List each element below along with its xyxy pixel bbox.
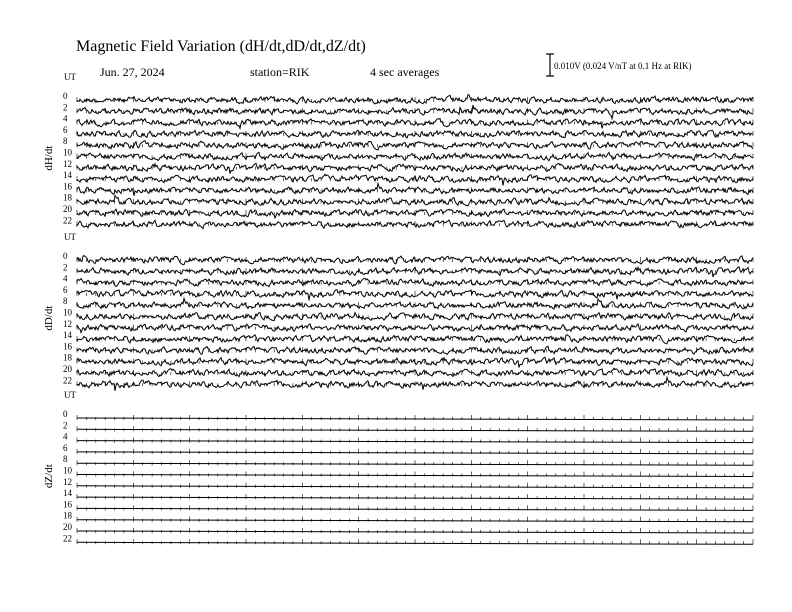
hour-label: 4 (63, 113, 68, 124)
hour-label: 16 (63, 341, 72, 352)
hour-label: 22 (63, 215, 72, 226)
hour-label: 6 (63, 124, 68, 135)
trace-line (77, 377, 753, 390)
hour-label: 0 (63, 251, 68, 261)
scale-label: 0.010V (0.024 V/nT at 0.1 Hz at RIK) (554, 61, 692, 71)
hour-label: 8 (63, 296, 68, 307)
hour-label: 12 (63, 476, 72, 487)
ut-label: UT (64, 232, 76, 242)
hour-label: 14 (63, 330, 72, 341)
hour-label: 14 (63, 170, 72, 181)
hour-label: 18 (63, 352, 72, 363)
averaging-label: 4 sec averages (370, 65, 440, 79)
hour-label: 18 (63, 192, 72, 203)
hour-label: 10 (63, 465, 72, 476)
date-label: Jun. 27, 2024 (100, 65, 165, 79)
y-axis-label: dH/dt (43, 145, 55, 171)
hour-label: 8 (63, 454, 68, 465)
ut-label: UT (64, 390, 76, 400)
trace-line (77, 141, 753, 150)
station-label: station=RIK (250, 65, 310, 79)
hour-label: 4 (63, 431, 68, 442)
hour-label: 0 (63, 409, 68, 419)
hour-label: 12 (63, 158, 72, 169)
trace-line (77, 105, 753, 119)
hour-label: 10 (63, 307, 72, 318)
y-axis-label: dD/dt (43, 305, 55, 331)
hour-label: 22 (63, 533, 72, 544)
hour-label: 6 (63, 442, 68, 453)
panel-dH-dt (43, 72, 753, 229)
hour-label: 0 (63, 91, 68, 101)
hour-label: 8 (63, 136, 68, 147)
hour-label: 22 (63, 375, 72, 386)
hour-label: 16 (63, 499, 72, 510)
ut-label: UT (64, 72, 76, 82)
hour-label: 2 (63, 262, 68, 273)
hour-label: 20 (63, 522, 72, 532)
hour-label: 12 (63, 318, 72, 329)
hour-label: 18 (63, 510, 72, 521)
scale-bar (546, 54, 554, 76)
hour-label: 10 (63, 147, 72, 158)
hour-label: 20 (63, 204, 72, 214)
hour-label: 2 (63, 102, 68, 113)
y-axis-label: dZ/dt (43, 464, 55, 489)
panel-dZ-dt (43, 390, 753, 544)
trace-line (77, 335, 753, 344)
hour-label: 4 (63, 273, 68, 284)
hour-label: 2 (63, 420, 68, 431)
trace-line (77, 256, 753, 265)
hour-label: 14 (63, 488, 72, 499)
hour-label: 20 (63, 364, 72, 374)
hour-label: 6 (63, 284, 68, 295)
chart-title: Magnetic Field Variation (dH/dt,dD/dt,dZ/dt) (76, 38, 366, 55)
panel-dD-dt (43, 232, 753, 391)
hour-label: 16 (63, 181, 72, 192)
